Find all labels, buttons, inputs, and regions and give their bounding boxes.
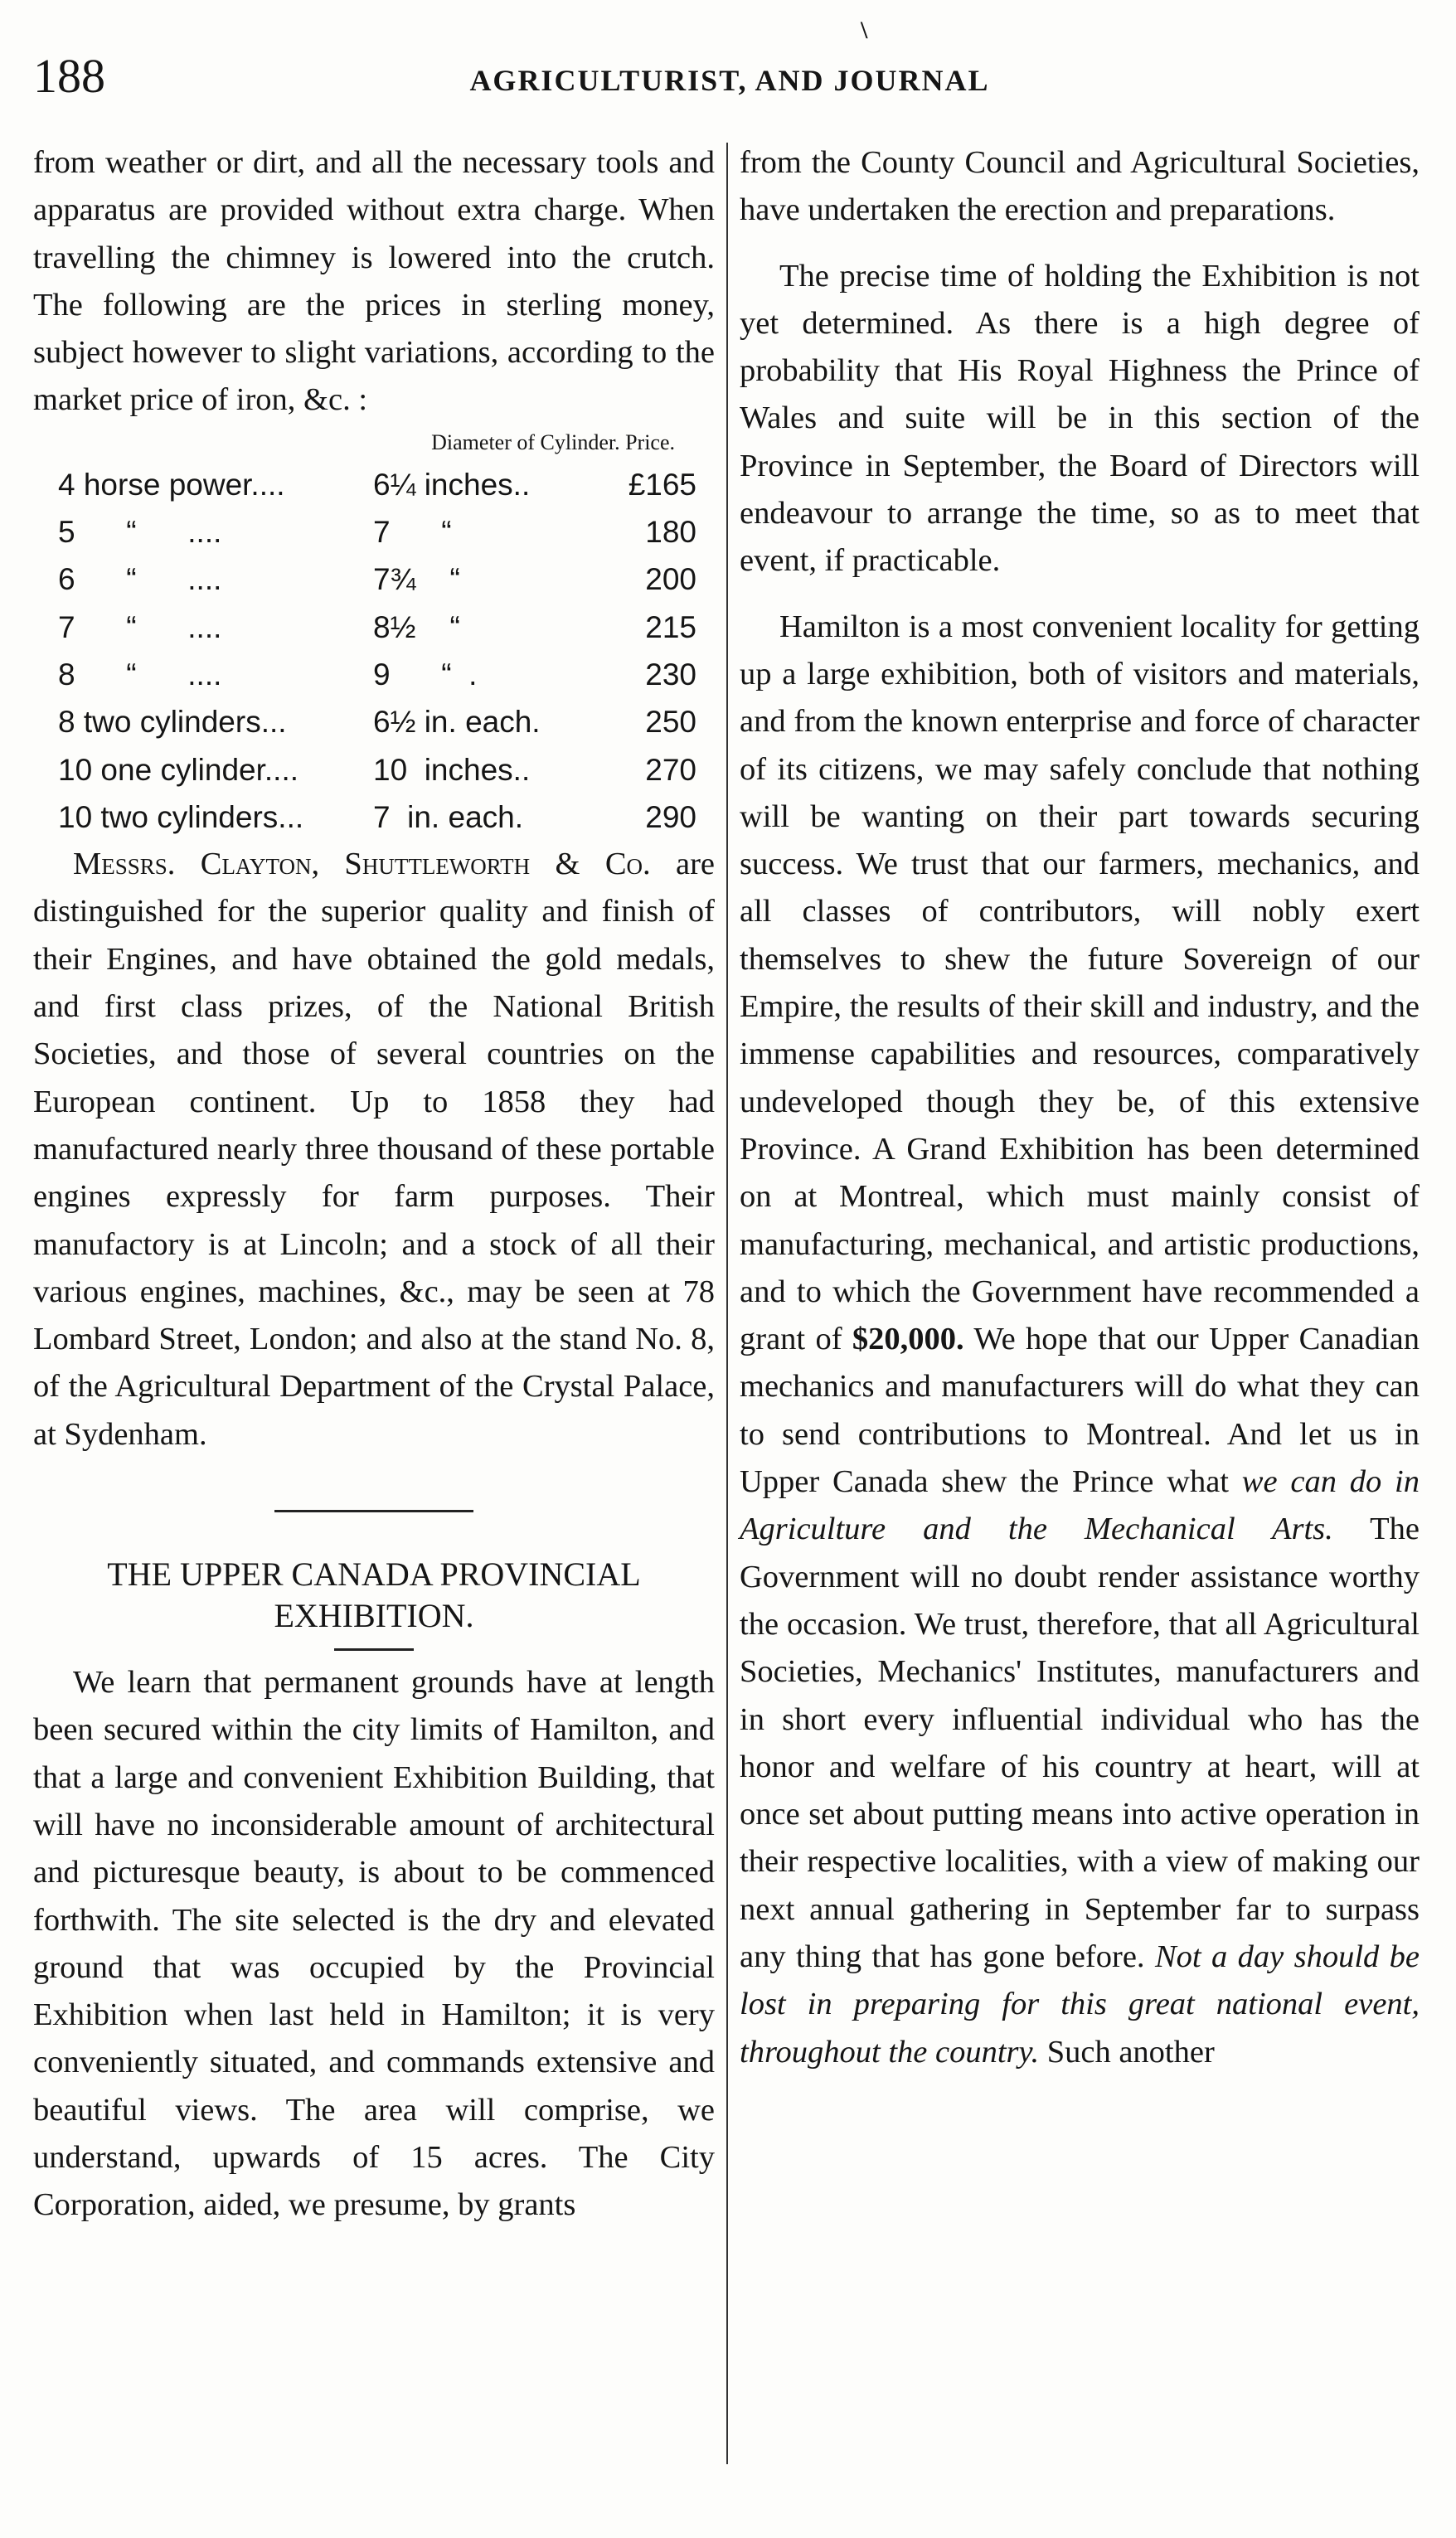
price-table <box>33 425 715 841</box>
left-paragraph-2 <box>33 841 715 1458</box>
cylinder-diameter: 9 “ . <box>373 657 478 692</box>
cylinder-diameter: 7 “ <box>373 515 452 550</box>
engine-power: 10 two cylinders... <box>58 799 304 834</box>
italic-phrase-2: Not a day should be lost in preparing for this great national event, throughout the country. <box>740 1939 1420 2070</box>
right-paragraph-3-part-d: Such another <box>1039 2034 1215 2070</box>
engine-power: 7 “ .... <box>58 609 222 644</box>
engine-price: 290 <box>645 799 696 834</box>
left-paragraph-3: We learn that permanent grounds have at length been secured within the city limits of Hamilton, and that a large and convenient Exhibition Building, that will have no inconsiderable amount of architectural and picturesque beauty, is about to be commenced forthwith. The site selected is the dry and elevated ground that was occupied by the Provincial Exhibition when last held in Hamilton; it is very conveniently situated, and commands extensive and beautiful views. The area will comprise, we understand, upwards of 15 acres. The City Corporation, aided, we presume, by grants <box>33 1665 715 2223</box>
engine-price: £165 <box>628 467 696 502</box>
price-table-body <box>33 461 696 841</box>
section-heading-line-1: THE UPPER CANADA PROVINCIAL <box>107 1555 641 1594</box>
page-number: 188 <box>33 49 105 103</box>
page-header <box>33 48 1426 114</box>
price-table-header: Diameter of Cylinder. Price. <box>431 429 675 454</box>
right-paragraph-3-part-a: Hamilton is a most convenient locality for getting up a large exhibition, both of visitors and materials, and from the known enterprise and force of character of its citizens, we may safely conclude that nothing will be wanting on their part towards securing success. We trust that our farmers, mechanics, and all classes of contributors, will nobly exert themselves to shew the future Sovereign of our Empire, the results of their skill and industry, and the immense capabilities and resources, comparatively undeveloped though they be, of this extensive Province. A Grand Exhibition has been determined on at Montreal, which must mainly consist of manufacturing, mechanical, and artistic productions, and to which the Government have recommended a grant of <box>740 609 1420 1357</box>
cylinder-diameter: 6½ in. each. <box>373 705 541 740</box>
cylinder-diameter: 6¼ inches.. <box>373 467 531 502</box>
right-paragraph-3-part-b: We hope that our Upper Canadian mechanics and manufacturers will do what they can to send contributions to Montreal. And let us in Upper Canada shew the Prince what <box>740 1322 1420 1500</box>
price-row <box>33 604 696 651</box>
engine-power: 10 one cylinder.... <box>58 752 299 787</box>
italic-phrase-1: we can do in Agriculture and the Mechanical Arts. <box>740 1464 1420 1547</box>
left-paragraph-2-body: are distinguished for the superior quality and finish of their Engines, and have obtained the gold medals, and first class prizes, of the National British Societies, and those of several countries on the European continent. Up to 1858 they had manufactured nearly three thousand of these portable engines expressly for farm purposes. Their manufactory is at Lincoln; and a stock of all their various engines, machines, &c., may be seen at 78 Lombard Street, London; and also at the stand No. 8, of the Agricultural Department of the Crystal Palace, at Sydenham. <box>33 847 715 1452</box>
engine-price: 250 <box>645 705 696 740</box>
engine-power: 8 “ .... <box>58 657 222 692</box>
column-divider <box>726 143 728 2464</box>
cylinder-diameter: 7¾ “ <box>373 562 460 597</box>
right-paragraph-3-part-c: The Government will no doubt render assistance worthy the occasion. We trust, therefore, that all Agricultural Societies, Mechanics' Institutes, manufacturers and in short every influential individual who has the honor and welfare of his country at heart, will at once set about putting means into active operation in their respective localities, with a view of making our next annual gathering in September far to surpass any thing that has gone before. <box>740 1512 1420 1974</box>
price-row <box>33 793 696 841</box>
price-row <box>33 651 696 698</box>
heading-rule <box>334 1648 414 1651</box>
price-row <box>33 508 696 556</box>
right-column <box>740 139 1420 2076</box>
grant-amount: $20,000. <box>852 1322 964 1357</box>
price-row <box>33 556 696 603</box>
right-paragraph-1: from the County Council and Agricultural Societies, have undertaken the erection and preparations. <box>740 145 1420 228</box>
section-heading <box>33 1554 715 1637</box>
engine-price: 200 <box>645 562 696 597</box>
section-heading-line-2: EXHIBITION. <box>274 1597 474 1635</box>
engine-price: 180 <box>645 515 696 550</box>
price-row <box>33 698 696 745</box>
engine-power: 4 horse power.... <box>58 467 285 502</box>
section-rule <box>274 1510 473 1512</box>
left-column <box>33 139 715 2230</box>
right-paragraph-2: The precise time of holding the Exhibition is not yet determined. As there is a high degree of probability that His Royal Highness the Prince of Wales and suite will be in this section of the Province in September, the Board of Directors will endeavour to arrange the time, so as to meet that event, if practicable. <box>740 258 1420 579</box>
engine-power: 6 “ .... <box>58 562 222 597</box>
engine-price: 215 <box>645 609 696 644</box>
engine-power: 8 two cylinders... <box>58 705 287 740</box>
price-row <box>33 461 696 508</box>
engine-price: 230 <box>645 657 696 692</box>
price-row <box>33 746 696 793</box>
left-paragraph-1: from weather or dirt, and all the necessary tools and apparatus are provided without extra charge. When travelling the chimney is lowered into the crutch. The following are the prices in sterling money, subject however to slight variations, according to the market price of iron, &c. : <box>33 145 715 418</box>
engine-power: 5 “ .... <box>58 515 222 550</box>
cylinder-diameter: 8½ “ <box>373 609 460 644</box>
engine-price: 270 <box>645 752 696 787</box>
cylinder-diameter: 10 inches.. <box>373 752 531 787</box>
right-paragraph-3 <box>740 604 1420 2076</box>
stray-mark: \ <box>861 17 868 44</box>
cylinder-diameter: 7 in. each. <box>373 799 524 834</box>
running-title: AGRICULTURIST, AND JOURNAL <box>469 64 990 97</box>
firm-name: Messrs. Clayton, Shuttleworth & Co. <box>73 847 651 882</box>
